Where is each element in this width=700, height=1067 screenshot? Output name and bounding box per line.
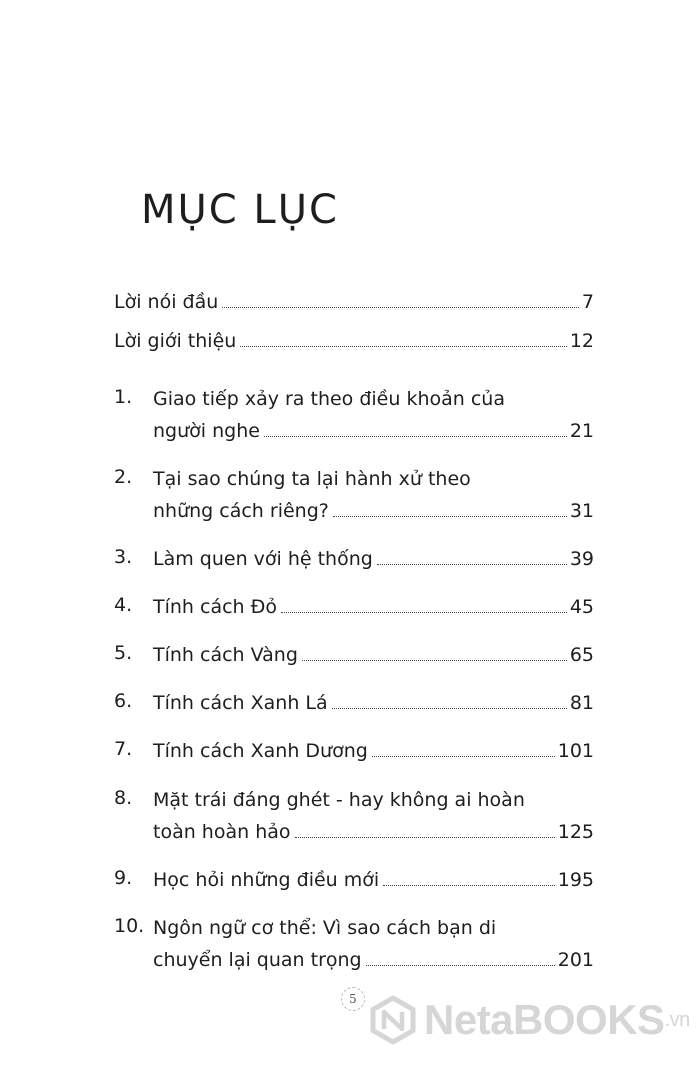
chapter-number: 4. <box>114 594 133 616</box>
toc-entry-title: Tính cách Vàng <box>153 644 298 666</box>
chapter-number: 6. <box>114 690 133 712</box>
chapter-number: 2. <box>114 466 133 488</box>
toc-entry-page: 39 <box>569 548 594 570</box>
toc-entry-chapter-3[interactable] <box>153 543 594 571</box>
toc-entry-title: Giao tiếp xảy ra theo điều khoản của <box>153 388 505 410</box>
toc-entry-chapter-10[interactable] <box>153 912 594 940</box>
toc-entry-page: 45 <box>569 596 594 618</box>
toc-entry-title: Mặt trái đáng ghét - hay không ai hoàn <box>153 789 525 811</box>
toc-entry-title: chuyển lại quan trọng <box>153 949 362 971</box>
page-number-ring <box>341 987 365 1011</box>
netabooks-logo-icon <box>368 995 418 1045</box>
toc-entry-chapter-2[interactable] <box>153 463 594 491</box>
toc-entry-title: Tính cách Đỏ <box>153 596 277 618</box>
dot-leader <box>377 564 567 565</box>
toc-entry-page: 81 <box>569 692 594 714</box>
chapter-number: 9. <box>114 867 133 889</box>
dot-leader <box>332 708 567 709</box>
chapter-number: 3. <box>114 546 133 568</box>
toc-entry-chapter-8-cont[interactable] <box>153 816 594 844</box>
toc-entry-page: 31 <box>569 500 594 522</box>
dot-leader <box>281 612 567 613</box>
dot-leader <box>372 756 555 757</box>
toc-entry-chapter-10-cont[interactable] <box>153 944 594 972</box>
toc-entry-chapter-6[interactable] <box>153 687 594 715</box>
toc-entry-page: 125 <box>557 821 594 843</box>
toc-entry-page: 21 <box>569 420 594 442</box>
toc-entry-page: 7 <box>581 291 594 313</box>
dot-leader <box>366 965 555 966</box>
chapter-number: 7. <box>114 738 133 760</box>
toc-entry-foreword[interactable] <box>114 286 594 314</box>
toc-entry-chapter-9[interactable] <box>153 864 594 892</box>
toc-entry-title: Tính cách Xanh Dương <box>153 740 368 762</box>
toc-entry-title: những cách riêng? <box>153 500 329 522</box>
page-number <box>341 987 365 1011</box>
watermark <box>368 995 690 1045</box>
toc-entry-title: Học hỏi những điều mới <box>153 869 380 891</box>
toc-entry-title: toàn hoàn hảo <box>153 821 291 843</box>
toc-entry-page: 101 <box>557 740 594 762</box>
toc-entry-title: Lời giới thiệu <box>114 330 237 352</box>
chapter-number: 10. <box>114 915 145 937</box>
toc-entry-title: Tính cách Xanh Lá <box>153 692 328 714</box>
toc-entry-title: Tại sao chúng ta lại hành xử theo <box>153 468 471 490</box>
toc-entry-title: Làm quen với hệ thống <box>153 548 373 570</box>
watermark-brand: NetaBOOKS <box>424 996 665 1043</box>
dot-leader <box>240 346 567 347</box>
chapter-number: 5. <box>114 642 133 664</box>
toc-entry-chapter-8[interactable] <box>153 784 594 812</box>
toc-entry-title: người nghe <box>153 420 260 442</box>
dot-leader <box>302 660 567 661</box>
dot-leader <box>222 307 579 308</box>
toc-entry-page: 195 <box>557 869 594 891</box>
toc-entry-title: Lời nói đầu <box>114 291 219 313</box>
chapter-number: 8. <box>114 787 133 809</box>
dot-leader <box>295 837 555 838</box>
chapter-number: 1. <box>114 386 133 408</box>
toc-entry-page: 12 <box>569 330 594 352</box>
toc-entry-introduction[interactable] <box>114 325 594 353</box>
toc-entry-page: 201 <box>557 949 594 971</box>
toc-entry-chapter-7[interactable] <box>153 735 594 763</box>
dot-leader <box>333 516 567 517</box>
toc-entry-title: Ngôn ngữ cơ thể: Vì sao cách bạn di <box>153 917 497 939</box>
dot-leader <box>383 885 555 886</box>
page-title: MỤC LỤC <box>141 187 339 233</box>
toc-entry-chapter-1-cont[interactable] <box>153 415 594 443</box>
toc-entry-chapter-2-cont[interactable] <box>153 495 594 523</box>
page-number-text: 5 <box>349 992 357 1006</box>
dot-leader <box>264 436 567 437</box>
watermark-suffix: .vn <box>664 1009 690 1031</box>
toc-entry-chapter-5[interactable] <box>153 639 594 667</box>
toc-entry-chapter-1[interactable] <box>153 383 594 411</box>
toc-entry-chapter-4[interactable] <box>153 591 594 619</box>
toc-entry-page: 65 <box>569 644 594 666</box>
